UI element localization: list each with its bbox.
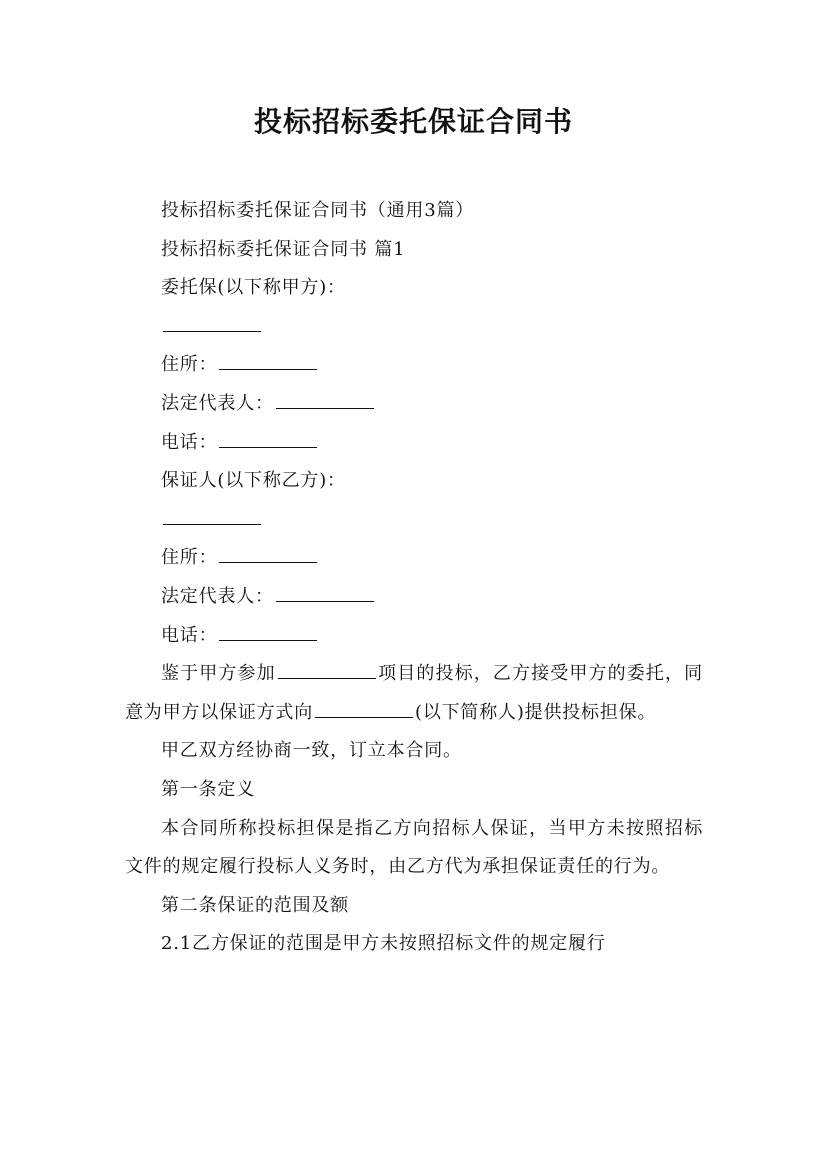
text-segment: 项目的投标，乙方接受甲方的委托，同意为甲方以保证方式向 <box>125 663 703 723</box>
article-1-title: 第一条定义 <box>161 778 255 800</box>
text-segment: (以下简称人)提供投标担保。 <box>415 701 657 723</box>
text-segment: 鉴于甲方参加 <box>161 663 276 685</box>
paragraph-agreement: 甲乙双方经协商一致，订立本合同。 <box>161 740 462 762</box>
party-b-rep <box>125 578 703 617</box>
field-label: 法定代表人： <box>161 585 274 607</box>
fill-blank <box>278 660 376 679</box>
field-label: 电话： <box>161 431 218 453</box>
fill-blank <box>276 390 374 409</box>
paragraph-recital <box>125 655 703 732</box>
article-2-text: 2.1乙方保证的范围是甲方未按照招标文件的规定履行 <box>161 933 606 955</box>
article-1-text: 本合同所称投标担保是指乙方向招标人保证，当甲方未按照招标文件的规定履行投标人义务时，由乙方代为承担保证责任的行为。 <box>125 817 703 878</box>
document-subtitle: 投标招标委托保证合同书（通用3篇） <box>161 200 475 221</box>
party-b-phone <box>125 617 703 656</box>
fill-blank <box>276 583 374 602</box>
fill-blank <box>163 313 261 332</box>
fill-blank <box>219 429 317 448</box>
document-body <box>125 192 703 964</box>
fill-blank <box>219 622 317 641</box>
article-2-title: 第二条保证的范围及额 <box>161 894 349 916</box>
field-label: 法定代表人： <box>161 392 274 414</box>
field-label: 电话： <box>161 624 218 646</box>
party-a-address <box>125 346 703 385</box>
document-title: 投标招标委托保证合同书 <box>253 105 573 138</box>
party-a-rep <box>125 385 703 424</box>
fill-blank <box>219 351 317 370</box>
party-b-address <box>125 539 703 578</box>
fill-blank <box>163 506 261 525</box>
field-label: 住所： <box>161 547 218 569</box>
fill-blank <box>219 544 317 563</box>
party-a-phone <box>125 424 703 463</box>
section-heading: 投标招标委托保证合同书 篇1 <box>161 238 406 260</box>
field-label: 住所： <box>161 354 218 376</box>
party-b-label: 保证人(以下称乙方)： <box>161 470 346 492</box>
fill-blank <box>315 699 413 718</box>
party-b-name-blank <box>125 501 703 540</box>
party-a-label: 委托保(以下称甲方)： <box>161 277 346 299</box>
party-a-name-blank <box>125 308 703 347</box>
